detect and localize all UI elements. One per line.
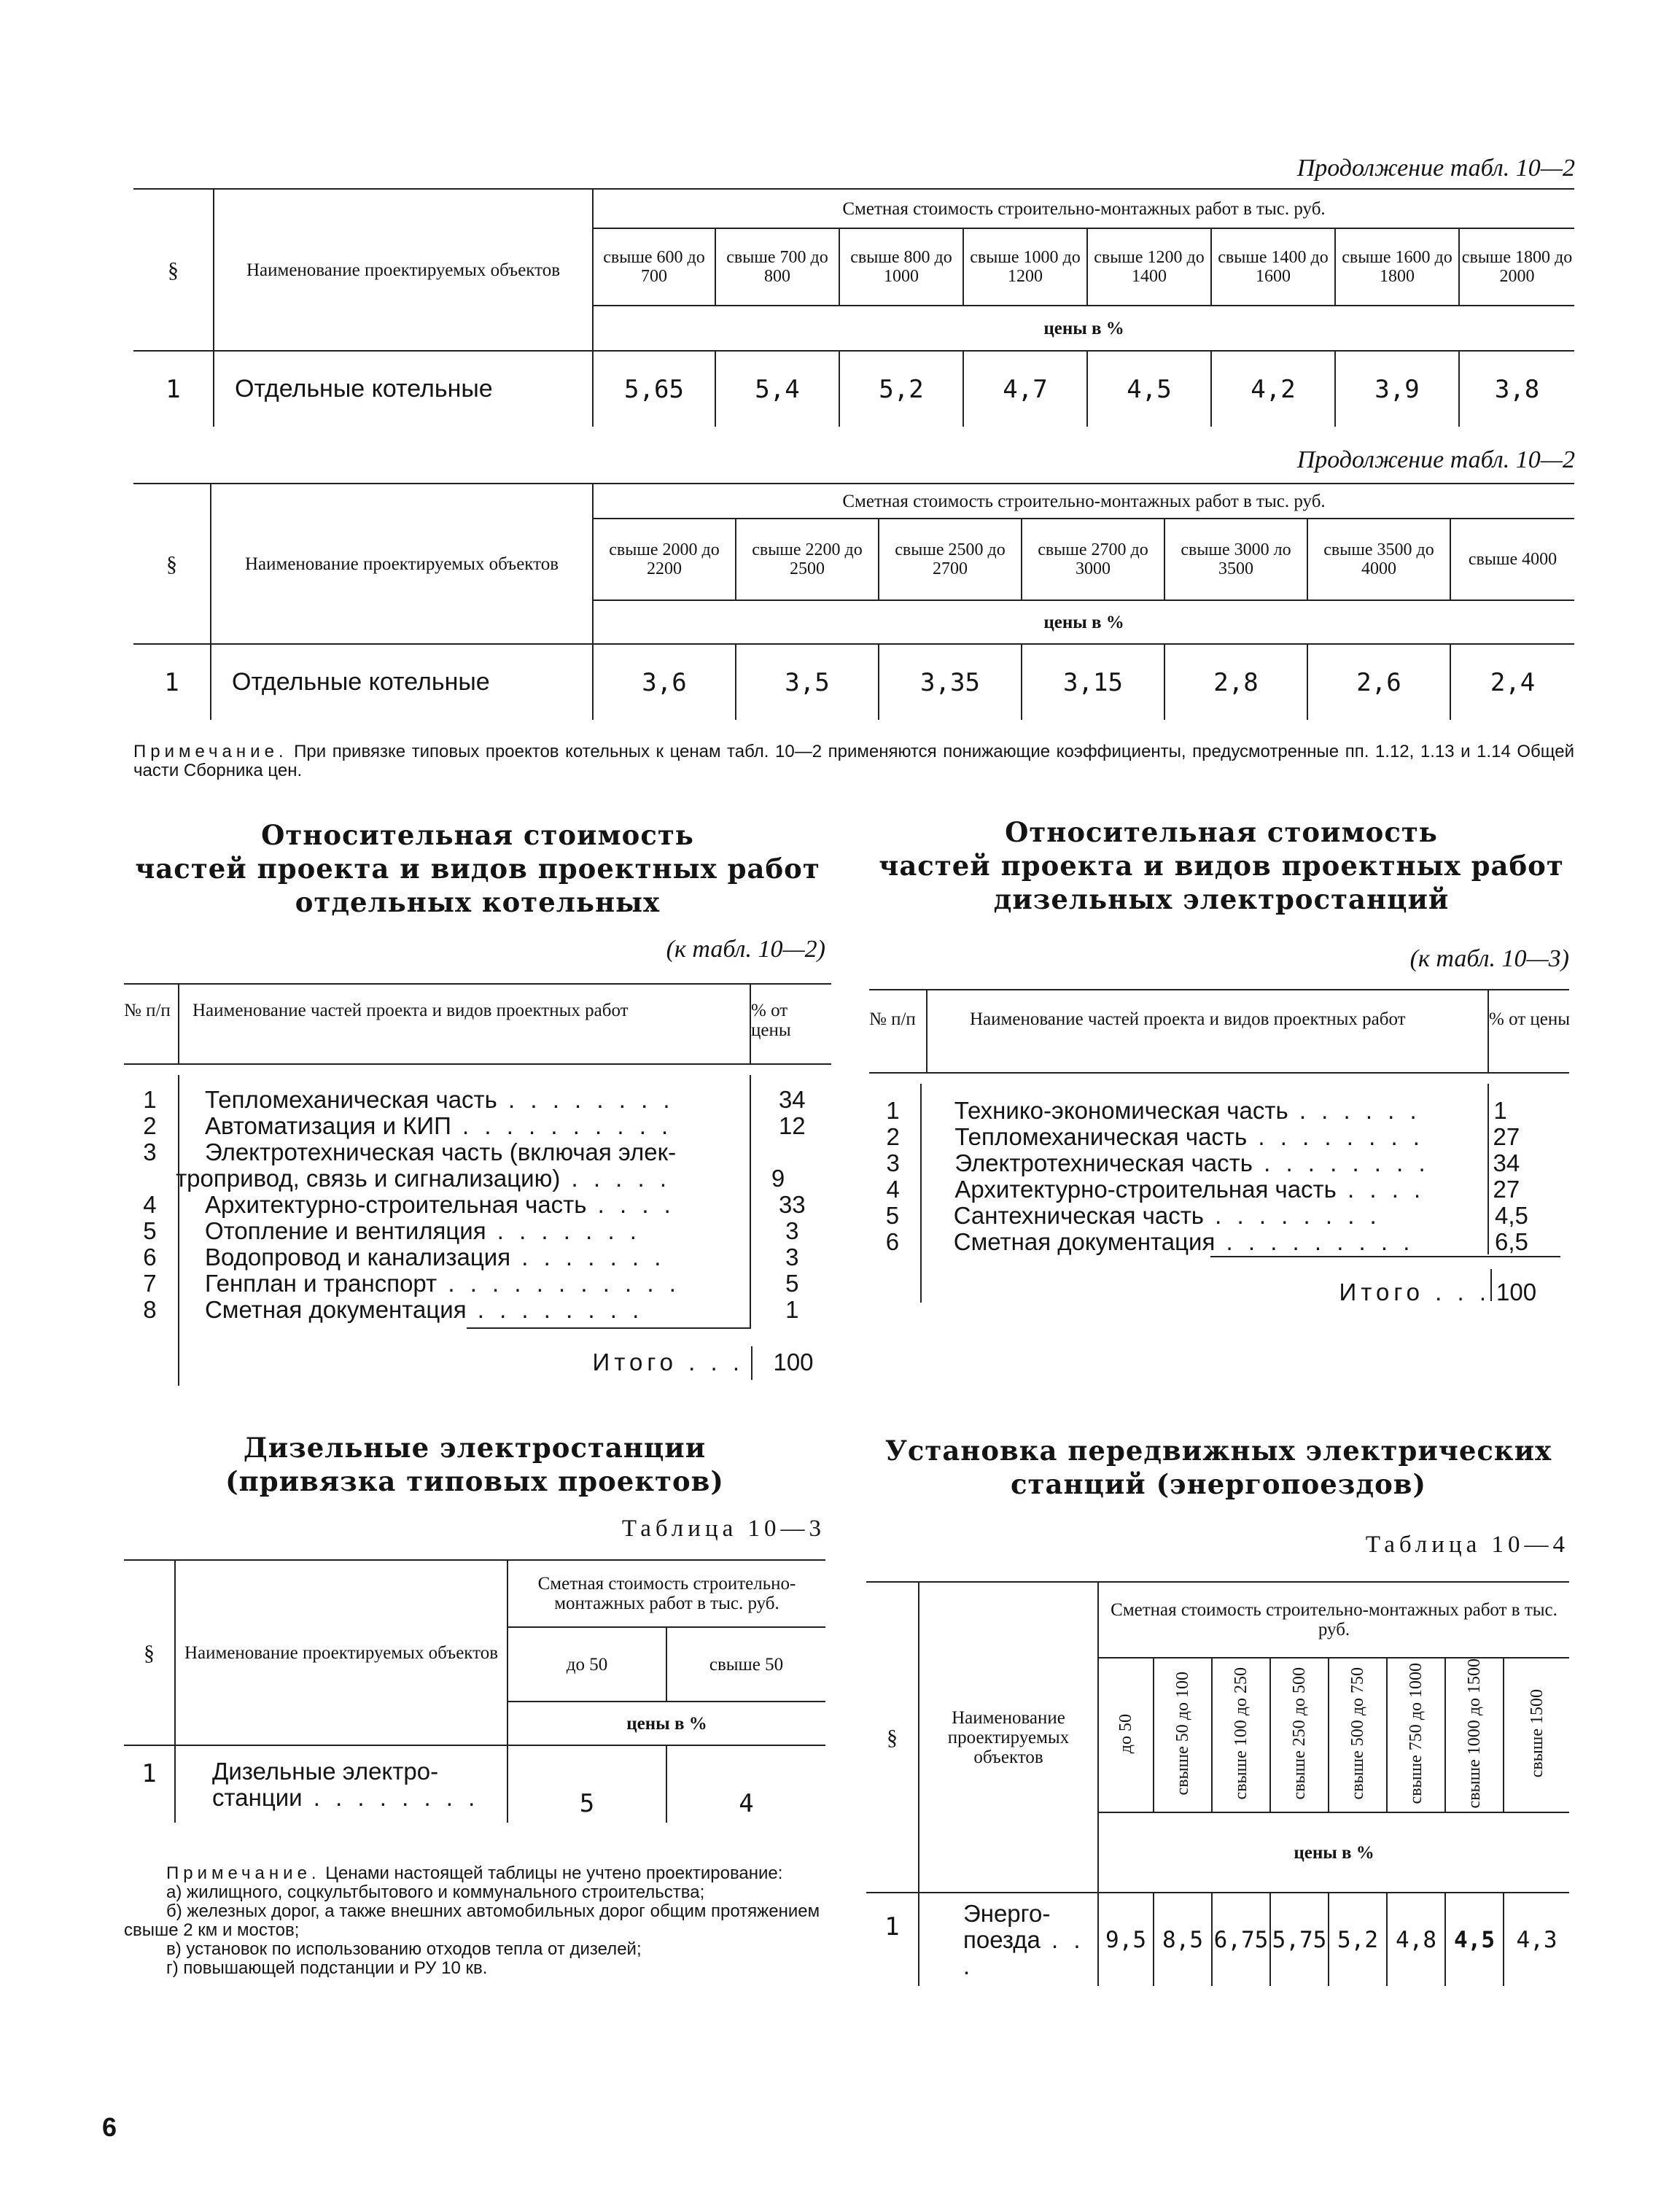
rel-boiler-col-num: № п/п — [124, 1001, 171, 1020]
row-name-line1: Дизельные электро- — [212, 1757, 439, 1785]
item-pct: 12 — [778, 1112, 806, 1139]
table1-row-num: 1 — [133, 351, 214, 427]
row-name-line2: поезда . . . — [963, 1925, 1085, 1979]
table2-row-num: 1 — [133, 644, 211, 720]
table2-range: свыше 2200 до 2500 — [736, 519, 879, 600]
item-name: Автоматизация и КИП . . . . . . . . . . — [204, 1113, 673, 1139]
rel-boiler-col-pct: % от цены — [751, 1001, 791, 1040]
item-name: Отопление и вентиляция . . . . . . . — [204, 1218, 641, 1244]
table2-range: свыше 4000 — [1450, 519, 1574, 600]
list-item — [124, 1297, 831, 1323]
table3-row-name — [175, 1745, 508, 1823]
table1-value: 5,4 — [715, 351, 839, 427]
list-item — [869, 1229, 1569, 1255]
total-label: Итого . . . — [1339, 1279, 1490, 1305]
item-pct: 1 — [785, 1296, 799, 1323]
item-name: Сметная документация . . . . . . . . . — [953, 1229, 1415, 1255]
table4-range: свыше 250 до 500 — [1270, 1658, 1329, 1812]
rel-boiler-title-line3: отдельных котельных — [295, 886, 661, 918]
table1-range: свыше 600 до 700 — [593, 228, 715, 306]
rel-diesel-title-line2: частей проекта и видов проектных работ — [879, 850, 1564, 882]
table4-value: 4,3 — [1504, 1893, 1569, 1986]
item-name: Тепломеханическая часть . . . . . . . . — [954, 1124, 1424, 1150]
rel-boiler-title-line2: частей проекта и видов проектных работ — [135, 853, 820, 885]
table1-range: свыше 700 до 800 — [715, 228, 839, 306]
table1-value: 3,8 — [1459, 351, 1574, 427]
table3-title-line2: (привязка типовых проектов) — [225, 1465, 724, 1497]
item-name: Технико-экономическая часть . . . . . . — [954, 1098, 1421, 1124]
note3-item: а) жилищного, соцкультбытового и коммунального строительства; — [166, 1882, 705, 1902]
item-name: Генплан и транспорт . . . . . . . . . . . — [204, 1270, 680, 1297]
rel-boiler-col-name: Наименование частей проекта и видов проектных работ — [192, 1001, 629, 1020]
item-pct: 3 — [785, 1244, 799, 1270]
table1-range: свыше 1800 до 2000 — [1459, 228, 1574, 306]
list-item — [869, 1124, 1569, 1150]
table2-value: 3,6 — [593, 644, 736, 720]
table4-col-name: Наименование проектируемых объектов — [947, 1707, 1070, 1767]
table1-range: свыше 1600 до 1800 — [1335, 228, 1459, 306]
table2-value: 3,35 — [879, 644, 1022, 720]
table1-value: 4,7 — [963, 351, 1087, 427]
item-num: 5 — [143, 1217, 157, 1244]
table2-range: свыше 3000 ло 3500 — [1164, 519, 1307, 600]
table3-title — [124, 1431, 825, 1498]
table2-row-name: Отдельные котельные — [232, 668, 490, 696]
total-label: Итого . . . — [592, 1349, 744, 1376]
rel-boiler-list — [124, 1087, 831, 1323]
item-name: Электротехническая часть . . . . . . . . — [954, 1150, 1430, 1176]
table1-continuation: Продолжение табл. 10—2 — [1296, 155, 1575, 182]
table4-value: 5,75 — [1270, 1893, 1329, 1986]
note1-label: Примечание. — [133, 742, 288, 761]
note3-label: Примечание. — [166, 1863, 321, 1883]
list-item — [124, 1192, 831, 1218]
list-item — [869, 1176, 1569, 1203]
rel-diesel-list — [869, 1098, 1569, 1255]
table4-col-section: § — [866, 1582, 919, 1893]
table3-title-line1: Дизельные электростанции — [243, 1432, 707, 1464]
item-pct: 5 — [785, 1270, 799, 1297]
table1-price-unit: цены в % — [593, 306, 1574, 351]
rel-diesel-ref: (к табл. 10—3) — [1409, 945, 1569, 972]
item-name: Электротехническая часть (включая элек- — [204, 1138, 677, 1165]
note3-item: б) железных дорог, а также внешних автомобильных дорог общим протяжением свыше 2 км и мостов; — [124, 1901, 820, 1940]
table4-range: свыше 100 до 250 — [1212, 1658, 1270, 1812]
item-name: Водопровод и канализация . . . . . . . — [204, 1244, 666, 1270]
table4-row-num: 1 — [866, 1893, 919, 1986]
table4-value: 4,5 — [1445, 1893, 1504, 1986]
table2-price-unit: цены в % — [593, 600, 1574, 644]
rel-boiler-vline — [178, 985, 179, 1063]
page-number: 6 — [102, 2112, 117, 2142]
item-num: 8 — [143, 1296, 157, 1323]
rel-diesel-col-num: № п/п — [869, 1009, 916, 1029]
table4-range: свыше 750 до 1000 — [1387, 1658, 1445, 1812]
table1-range: свыше 800 до 1000 — [839, 228, 963, 306]
table4-range: до 50 — [1098, 1658, 1154, 1812]
item-num: 4 — [143, 1191, 157, 1218]
rel-boiler-ref: (к табл. 10—2) — [666, 936, 825, 963]
table4-value: 9,5 — [1098, 1893, 1154, 1986]
table1-row-name: Отдельные котельные — [235, 375, 493, 403]
item-name: Архитектурно-строительная часть . . . . — [954, 1176, 1426, 1203]
note1-text: При привязке типовых проектов котельных к ценам табл. 10—2 применяются понижающие коэффициенты, предусмотренные пп. 1.12, 1.13 и 1.14 Общей части Сборника цен. — [133, 742, 1574, 780]
table4-value: 8,5 — [1154, 1893, 1212, 1986]
table4-value: 5,2 — [1329, 1893, 1387, 1986]
item-num: 2 — [143, 1112, 157, 1139]
item-pct: 34 — [1493, 1149, 1520, 1176]
table3-col-name: Наименование проектируемых объектов — [184, 1642, 499, 1663]
table2-range: свыше 2700 до 3000 — [1022, 519, 1164, 600]
table1-value: 4,2 — [1211, 351, 1335, 427]
rel-diesel-sum-rule — [1210, 1256, 1560, 1257]
total-value: 100 — [773, 1349, 814, 1376]
table4-price-unit: цены в % — [1098, 1812, 1569, 1893]
table1-col-section: § — [133, 189, 214, 351]
note3-item: г) повышающей подстанции и РУ 10 кв. — [166, 1958, 488, 1978]
table3-label: Таблица 10—3 — [621, 1516, 825, 1542]
row-name-line1: Энерго- — [963, 1899, 1051, 1927]
rel-diesel-vline — [926, 990, 928, 1072]
table2-value: 2,8 — [1164, 644, 1307, 720]
rel-boiler-total — [569, 1349, 831, 1376]
item-pct: 34 — [778, 1086, 806, 1113]
rel-diesel-col-name: Наименование частей проекта и видов проектных работ — [970, 1009, 1406, 1029]
rel-diesel-col-pct: % от цены — [1489, 1009, 1571, 1029]
table1-value: 4,5 — [1087, 351, 1211, 427]
table1-value: 5,65 — [593, 351, 715, 427]
item-pct: 9 — [771, 1165, 785, 1192]
list-item — [124, 1270, 831, 1297]
item-name: Сантехническая часть . . . . . . . . — [953, 1203, 1381, 1229]
item-pct: 1 — [1493, 1097, 1507, 1124]
table3-value: 4 — [666, 1745, 825, 1823]
list-item — [124, 1244, 831, 1270]
table1-value: 3,9 — [1335, 351, 1459, 427]
table3 — [124, 1559, 825, 1823]
note3-intro: Ценами настоящей таблицы не учтено проектирование: — [325, 1863, 783, 1883]
table4-row-name — [919, 1893, 1098, 1986]
item-num: 6 — [885, 1228, 900, 1255]
rel-diesel-title-line1: Относительная стоимость — [1005, 816, 1438, 848]
table1-value: 5,2 — [839, 351, 963, 427]
item-name: Тепломеханическая часть . . . . . . . . — [204, 1087, 674, 1113]
table1-cost-header: Сметная стоимость строительно-монтажных работ в тыс. руб. — [593, 189, 1574, 228]
table1-col-name: Наименование проектируемых объектов — [246, 260, 561, 280]
total-value: 100 — [1496, 1279, 1537, 1305]
rel-boiler-sum-rule — [467, 1327, 751, 1329]
rel-boiler-title-line1: Относительная стоимость — [261, 819, 694, 851]
table1 — [133, 188, 1574, 427]
table3-range: свыше 50 — [666, 1627, 825, 1702]
item-pct: 27 — [1493, 1176, 1520, 1203]
table4-cost-header: Сметная стоимость строительно-монтажных работ в тыс. руб. — [1098, 1582, 1569, 1658]
table1-range: свыше 1000 до 1200 — [963, 228, 1087, 306]
item-num: 3 — [886, 1149, 900, 1176]
item-pct: 6,5 — [1495, 1228, 1528, 1255]
table1-range: свыше 1400 до 1600 — [1211, 228, 1335, 306]
table2-continuation: Продолжение табл. 10—2 — [1296, 446, 1575, 473]
table4-value: 4,8 — [1387, 1893, 1445, 1986]
rel-diesel-vline — [1488, 990, 1489, 1072]
note3 — [124, 1864, 824, 1978]
table2 — [133, 483, 1574, 720]
rel-diesel-title — [868, 815, 1575, 916]
table4 — [866, 1581, 1569, 1986]
list-item — [869, 1203, 1569, 1229]
item-num: 1 — [143, 1086, 157, 1113]
item-pct: 27 — [1493, 1123, 1520, 1150]
table2-col-section: § — [133, 484, 211, 644]
item-num: 1 — [886, 1097, 900, 1124]
list-item — [124, 1087, 831, 1113]
item-pct: 3 — [785, 1217, 799, 1244]
table2-value: 2,6 — [1307, 644, 1450, 720]
table2-value: 2,4 — [1450, 644, 1574, 720]
table3-value: 5 — [508, 1745, 666, 1823]
item-num: 2 — [886, 1123, 900, 1150]
item-pct: 33 — [778, 1191, 806, 1218]
rel-diesel-title-line3: дизельных электростанций — [993, 883, 1450, 915]
list-item — [124, 1165, 831, 1192]
table3-col-section: § — [124, 1560, 175, 1745]
table2-value: 3,5 — [736, 644, 879, 720]
rel-boiler-title — [124, 818, 831, 919]
rel-diesel-header-rule — [869, 1072, 1569, 1074]
item-name: Сметная документация . . . . . . . . — [204, 1297, 644, 1323]
item-pct: 4,5 — [1495, 1202, 1528, 1229]
table4-range: свыше 500 до 750 — [1329, 1658, 1387, 1812]
list-item — [124, 1113, 831, 1139]
rel-boiler-top-rule — [124, 983, 831, 985]
item-num: 3 — [143, 1138, 157, 1165]
table4-title — [868, 1434, 1569, 1501]
table4-label: Таблица 10—4 — [1365, 1532, 1569, 1558]
note3-item: в) установок по использованию отходов тепла от дизелей; — [166, 1939, 642, 1959]
item-num: 5 — [885, 1202, 900, 1229]
table4-range: свыше 1000 до 1500 — [1445, 1658, 1504, 1812]
table4-title-line1: Установка передвижных электрических — [884, 1435, 1552, 1467]
item-num: 6 — [143, 1244, 157, 1270]
item-name: Архитектурно-строительная часть . . . . — [204, 1192, 675, 1218]
table3-range: до 50 — [508, 1627, 666, 1702]
table2-value: 3,15 — [1022, 644, 1164, 720]
item-num: 7 — [143, 1270, 157, 1297]
table1-range: свыше 1200 до 1400 — [1087, 228, 1211, 306]
list-item — [869, 1098, 1569, 1124]
list-item — [124, 1218, 831, 1244]
table4-range: свыше 50 до 100 — [1154, 1658, 1212, 1812]
table4-value: 6,75 — [1212, 1893, 1270, 1986]
table2-range: свыше 2500 до 2700 — [879, 519, 1022, 600]
list-item — [124, 1139, 831, 1165]
table3-price-unit: цены в % — [508, 1702, 825, 1745]
rel-diesel-top-rule — [869, 989, 1569, 990]
item-num: 4 — [886, 1176, 900, 1203]
note1 — [133, 742, 1574, 780]
table4-title-line2: станций (энергопоездов) — [1011, 1468, 1426, 1500]
rel-boiler-header-rule — [124, 1063, 831, 1065]
item-name-cont: тропривод, связь и сигнализацию) . . . . . — [176, 1165, 672, 1192]
table2-range: свыше 2000 до 2200 — [593, 519, 736, 600]
table2-col-name: Наименование проектируемых объектов — [244, 554, 559, 574]
row-name-line2: станции . . . . . . . . — [212, 1783, 480, 1811]
table3-row-num: 1 — [124, 1745, 175, 1823]
table3-cost-header: Сметная стоимость строительно-монтажных работ в тыс. руб. — [508, 1560, 825, 1627]
table2-range: свыше 3500 до 4000 — [1307, 519, 1450, 600]
table2-cost-header: Сметная стоимость строительно-монтажных работ в тыс. руб. — [593, 484, 1574, 519]
rel-diesel-total — [1298, 1279, 1569, 1305]
table4-range: свыше 1500 — [1504, 1658, 1569, 1812]
list-item — [869, 1150, 1569, 1176]
